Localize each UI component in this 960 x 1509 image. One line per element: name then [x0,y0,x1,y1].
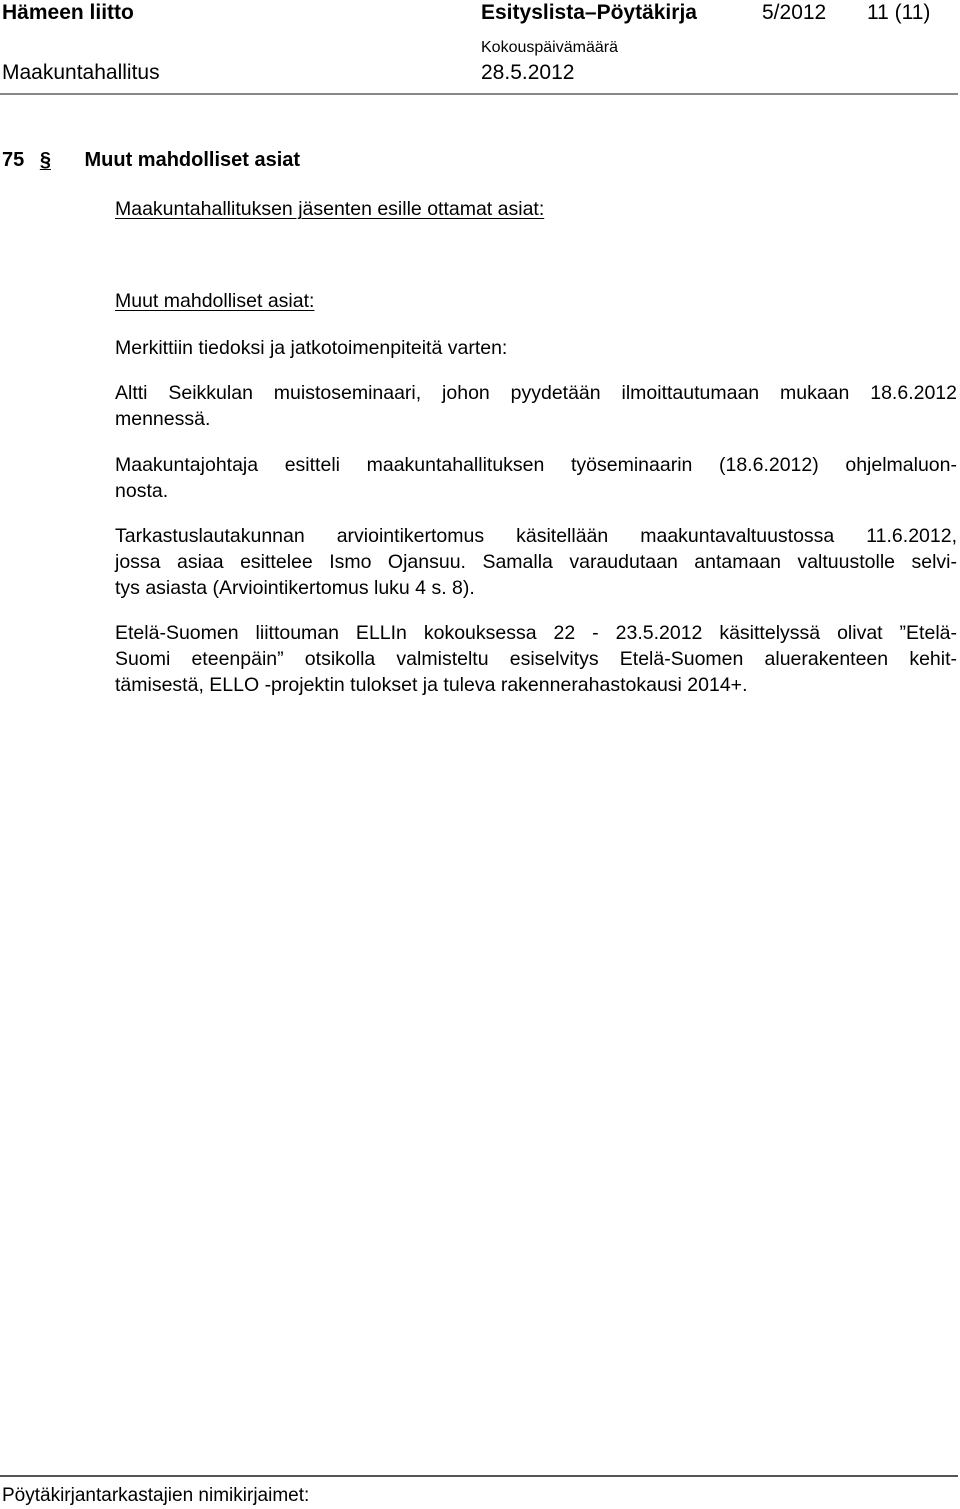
governing-body: Maakuntahallitus [2,61,160,84]
item-line: Maakuntajohtaja esitteli maakuntahallituksen työseminaarin (18.6.2012) ohjelmaluon- [115,454,957,476]
document-number: 5/2012 [762,1,827,24]
meeting-date: 28.5.2012 [481,61,575,84]
subheading-other: Muut mahdolliset asiat: [115,290,315,312]
section-sign: § [39,149,51,171]
document-type: Esityslista–Pöytäkirja [481,1,697,24]
item-line: jossa asiaa esittelee Ismo Ojansuu. Samalla varaudutaan antamaan valtuustolle selvi- [115,551,957,573]
page-number: 11 (11) [867,1,931,24]
list-item [115,523,957,601]
list-item [115,380,957,432]
item-line: Tarkastuslautakunnan arviointikertomus käsitellään maakuntavaltuustossa 11.6.2012, [115,525,957,547]
item-line: nosta. [115,480,169,502]
item-line: mennessä. [115,408,211,430]
noted-line: Merkittiin tiedoksi ja jatkotoimenpiteitä varten: [115,337,508,359]
header-rule [0,93,958,95]
item-line: tämisestä, ELLO -projektin tulokset ja tuleva rakennerahastokausi 2014+. [115,674,748,696]
organization-name: Hämeen liitto [2,1,134,24]
list-item [115,620,957,698]
signatures-label: Pöytäkirjantarkastajien nimikirjaimet: [2,1485,310,1506]
item-line: tys asiasta (Arviointikertomus luku 4 s. 8). [115,577,475,599]
meeting-date-label: Kokouspäivämäärä [481,39,618,56]
footer-rule [0,1475,958,1477]
section-heading [2,148,300,172]
subheading-members: Maakuntahallituksen jäsenten esille ottamat asiat: [115,198,545,220]
section-title: Muut mahdolliset asiat [84,149,301,171]
item-line: Suomi eteenpäin” otsikolla valmisteltu esiselvitys Etelä-Suomen aluerakenteen kehit- [115,648,957,670]
list-item [115,452,957,504]
section-number: 75 [2,149,25,171]
item-line: Altti Seikkulan muistoseminaari, johon pyydetään ilmoittautumaan mukaan 18.6.2012 [115,382,957,404]
item-line: Etelä-Suomen liittouman ELLIn kokouksessa 22 - 23.5.2012 käsittelyssä olivat ”Etelä- [115,622,957,644]
